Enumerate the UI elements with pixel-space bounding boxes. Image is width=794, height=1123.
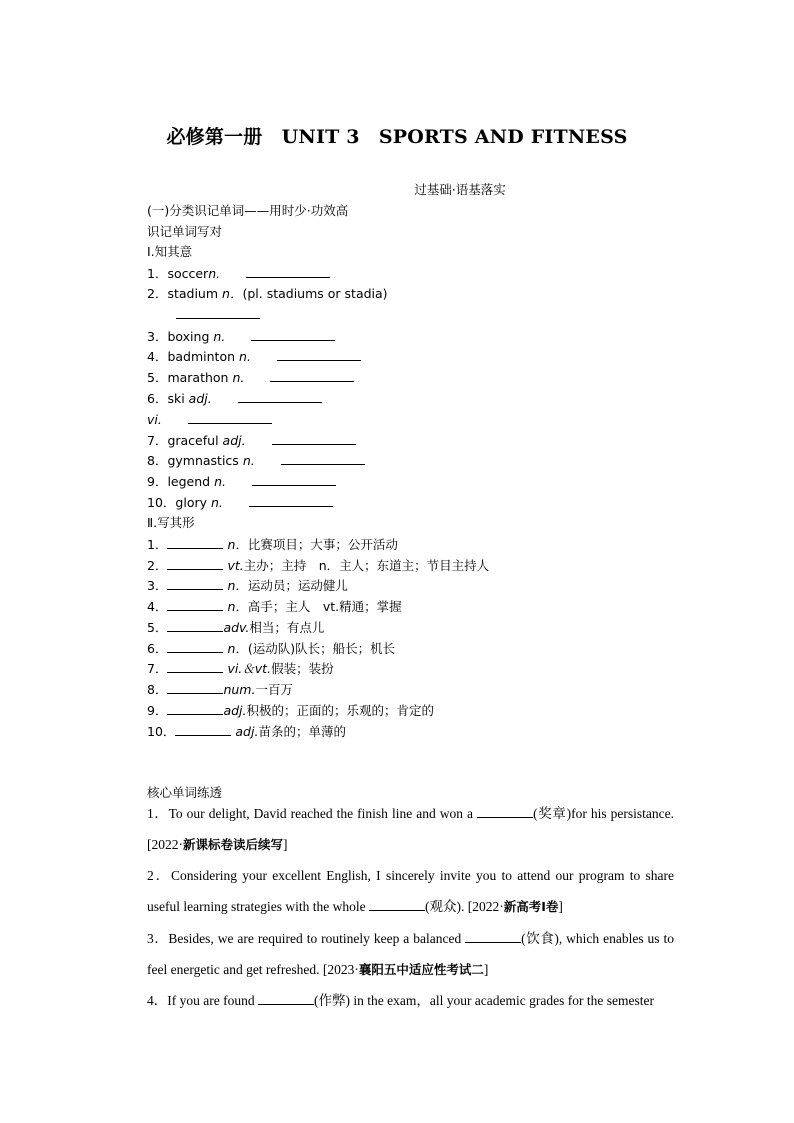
vocab-item: 2． vt.主办；主持 n．主人；东道主；节目主持人 <box>147 558 490 573</box>
answer-blank[interactable] <box>477 805 533 818</box>
answer-blank[interactable] <box>167 619 223 632</box>
answer-blank[interactable] <box>369 898 425 911</box>
answer-blank[interactable] <box>251 328 335 341</box>
part1-heading: Ⅰ.知其意 <box>147 244 193 259</box>
exercise-question-2: 2．Considering your excellent English, I sincerely invite you to attend our program to share useful learning strategies with the whole (观众). [2022·新高考Ⅰ卷] <box>147 868 674 914</box>
vocab-item: 6．ski adj. <box>147 390 322 407</box>
vocab-item: 4． n．高手；主人 vt.精通；掌握 <box>147 599 402 614</box>
answer-blank[interactable] <box>175 723 231 736</box>
section-subtitle: 过基础·语基落实 <box>414 182 506 197</box>
section-heading: (一)分类识记单词——用时少·功效高 <box>147 203 349 218</box>
answer-blank[interactable] <box>272 432 356 445</box>
vocab-item: 10．glory n. <box>147 494 333 511</box>
vocab-item: 7． vi.＆vt.假装；装扮 <box>147 661 334 676</box>
vocab-item: 4．badminton n. <box>147 348 361 365</box>
vocab-item: 3． n．运动员；运动健儿 <box>147 578 348 593</box>
exercise-question-1: 1．To our delight, David reached the finish line and won a (奖章)for his persistance.[2022·新课标卷读后续写] <box>147 806 674 852</box>
answer-blank[interactable] <box>167 660 223 673</box>
part2-heading: Ⅱ.写其形 <box>147 515 195 530</box>
vocab-item: 9．legend n. <box>147 473 336 490</box>
vocab-item: 7．graceful adj. <box>147 432 356 449</box>
answer-blank[interactable] <box>167 681 223 694</box>
vocab-item: 9． adj.积极的；正面的；乐观的；肯定的 <box>147 703 435 718</box>
answer-blank[interactable] <box>281 452 365 465</box>
vocab-item: 6． n．(运动队)队长；船长；机长 <box>147 641 396 656</box>
answer-blank[interactable] <box>167 640 223 653</box>
answer-blank[interactable] <box>167 598 223 611</box>
section-subheading: 识记单词写对 <box>147 224 223 239</box>
exercise-question-3: 3．Besides, we are required to routinely keep a balanced (饮食), which enables us to feel energetic and get refreshed. [2023·襄阳五中适应性考试二] <box>147 931 674 977</box>
answer-blank[interactable] <box>167 577 223 590</box>
answer-blank-row <box>176 306 260 323</box>
answer-blank[interactable] <box>249 494 333 507</box>
page-title: 必修第一册 UNIT 3 SPORTS AND FITNESS <box>166 126 628 148</box>
answer-blank[interactable] <box>246 265 330 278</box>
vocab-item: vi. <box>147 411 272 428</box>
vocab-item: 5．marathon n. <box>147 369 354 386</box>
vocab-item: 8．gymnastics n. <box>147 452 365 469</box>
answer-blank[interactable] <box>238 390 322 403</box>
vocab-item: 10． adj.苗条的；单薄的 <box>147 724 346 739</box>
answer-blank[interactable] <box>252 473 336 486</box>
answer-blank[interactable] <box>465 930 521 943</box>
vocab-item: 8． num.一百万 <box>147 682 293 697</box>
answer-blank[interactable] <box>277 348 361 361</box>
answer-blank[interactable] <box>270 369 354 382</box>
exercise-question-4: 4．If you are found (作弊) in the exam，all your academic grades for the semester <box>147 993 654 1008</box>
answer-blank[interactable] <box>176 306 260 319</box>
answer-blank[interactable] <box>167 557 223 570</box>
vocab-item: 1．soccern. <box>147 265 330 282</box>
answer-blank[interactable] <box>167 702 223 715</box>
core-heading: 核心单词练透 <box>147 785 223 800</box>
vocab-item: 2．stadium n．(pl. stadiums or stadia) <box>147 286 388 301</box>
answer-blank[interactable] <box>258 992 314 1005</box>
vocab-item: 1． n．比赛项目；大事；公开活动 <box>147 537 398 552</box>
answer-blank[interactable] <box>188 411 272 424</box>
answer-blank[interactable] <box>167 536 223 549</box>
vocab-item: 3．boxing n. <box>147 328 335 345</box>
vocab-item: 5． adv.相当；有点儿 <box>147 620 325 635</box>
